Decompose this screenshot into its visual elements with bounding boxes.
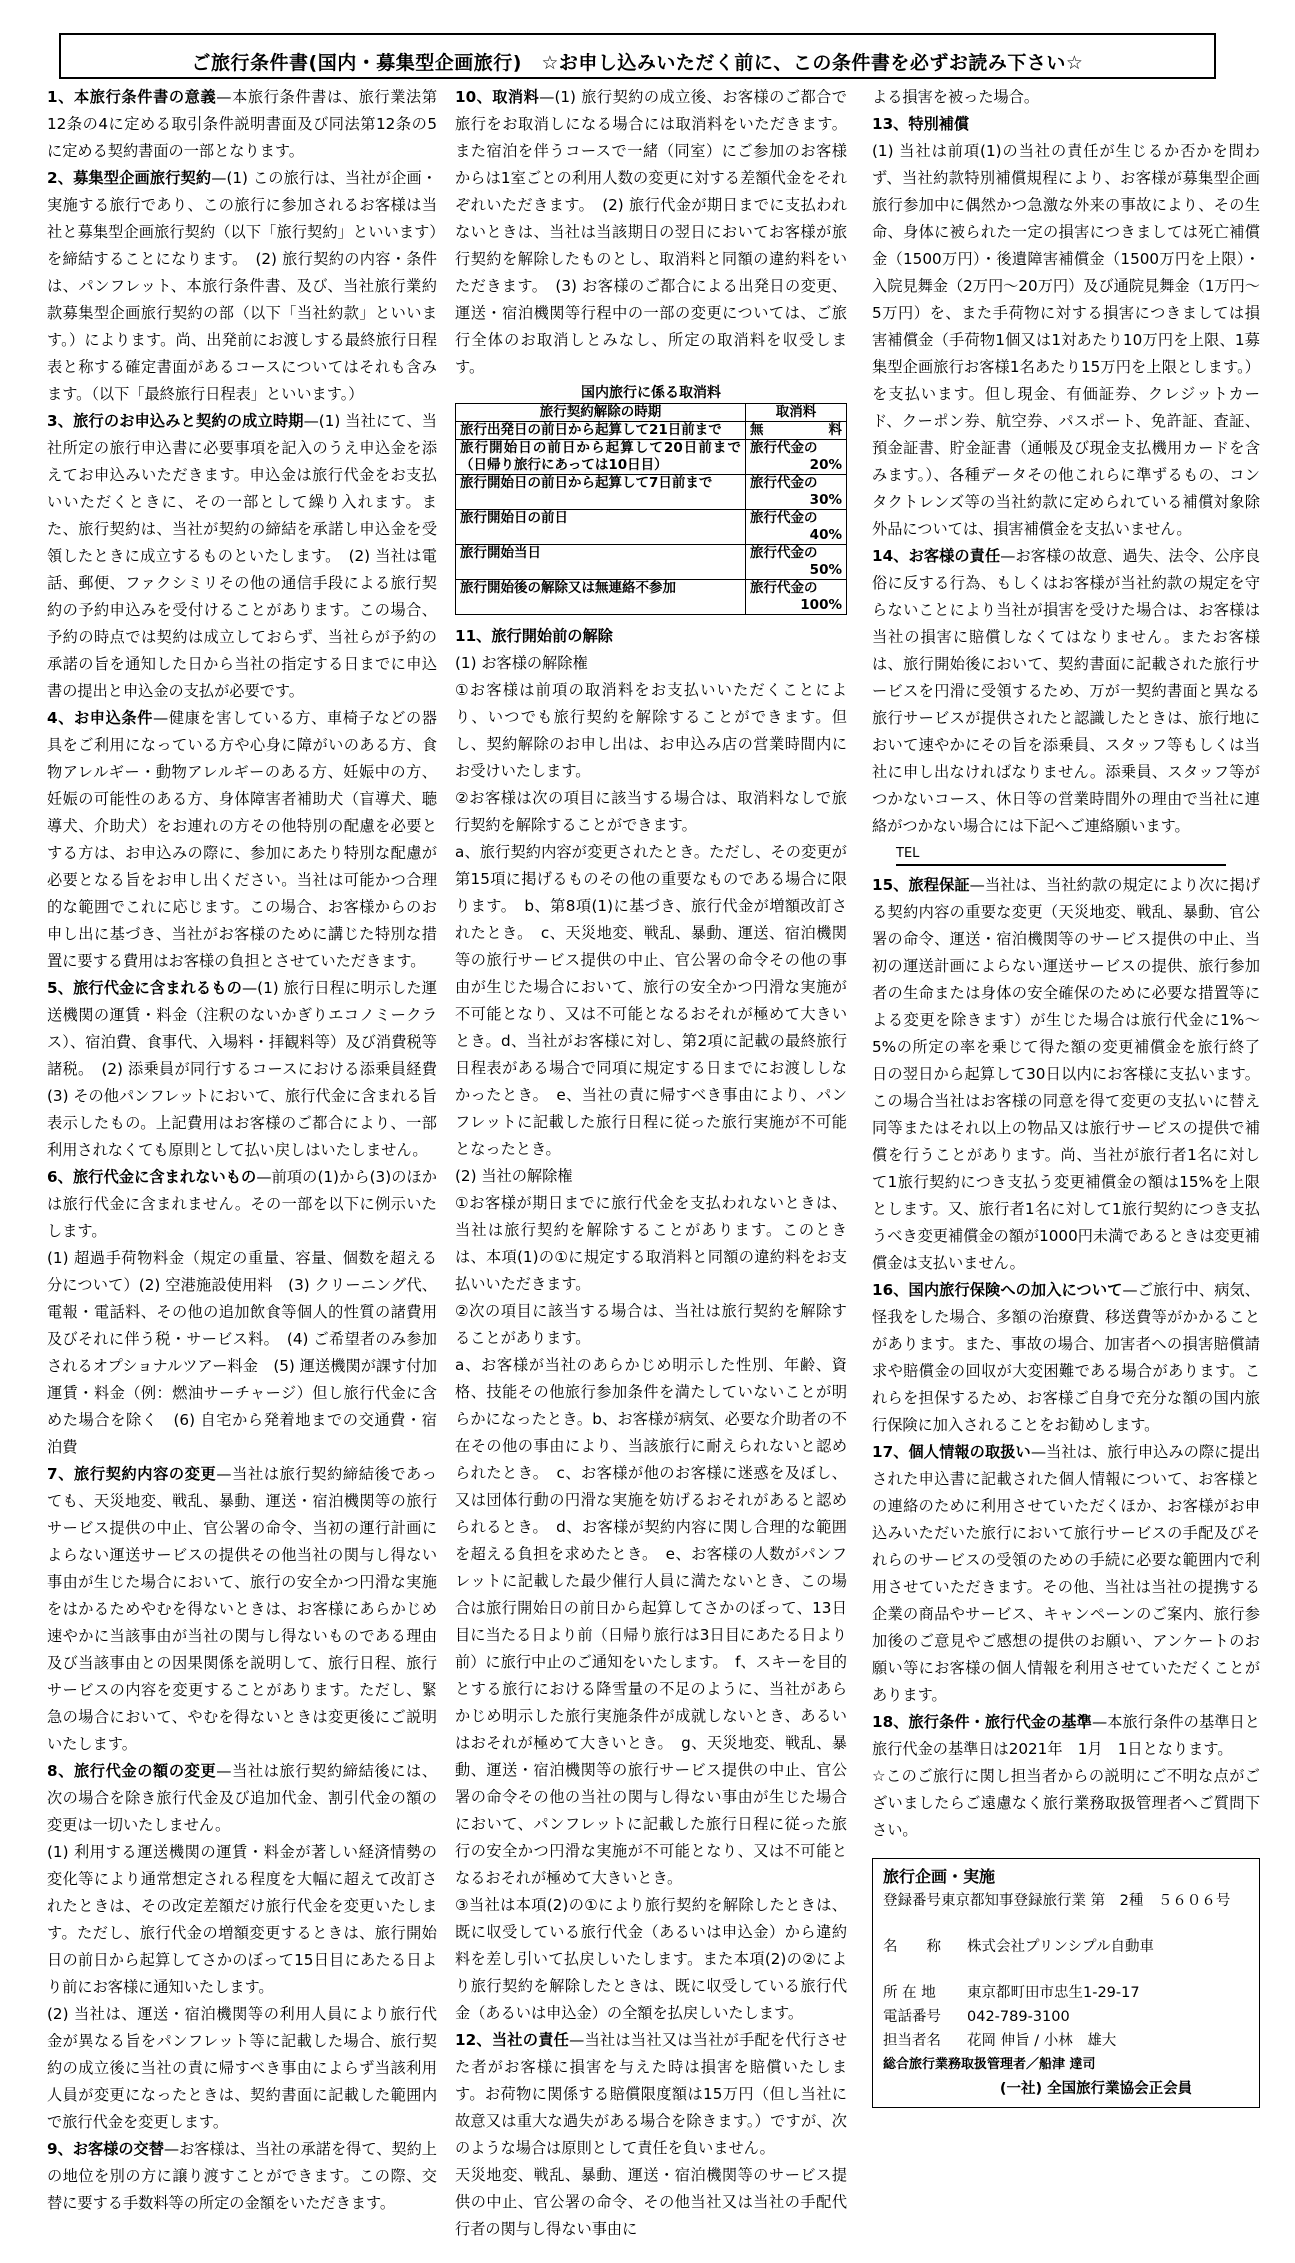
- clause-body: (1) 当社は前項(1)の当社の責任が生じるか否かを問わず、当社約款特別補償規程により、お客様が募集型企画旅行参加中に偶然かつ急激な外来の事故により、その生命、身体に被られた一定の損害につきましては死亡補償金（1500万円）・後遺障害補償金（1500万円を上限）・入院見舞金（2万円～20万円）及び通院見舞金（1万円～5万円）を、また手荷物に対する損害につきましては損害補償金（手荷物1個又は1対あたり10万円を上限、1募集型企画旅行お客様1名あたり15万円を上限とします。）を支払います。但し現金、有価証券、クレジットカード、クーポン券、航空券、パスポート、免許証、査証、預金証書、貯金証書（通帳及び現金支払機用カードを含みます。）、各種データその他これらに準ずるもの、コンタクトレンズ等の当社約款に定められている補償対象除外品については、損害補償金を支払いません。: [872, 142, 1260, 538]
- clause: [872, 543, 1260, 840]
- column-3: [872, 84, 1260, 2128]
- clause-heading: 13、特別補償: [872, 115, 970, 133]
- clause: [872, 111, 1260, 138]
- clause: [455, 623, 847, 650]
- clause: [47, 408, 437, 705]
- clause-body: —(1) 旅行日程に明示した運送機関の運賃・料金（注釈のないかぎりエコノミークラス）、宿泊費、食事代、入場料・拝観料等）及び消費税等諸税。 (2) 添乗員が同行するコースにおける添乗員経費 (3) その他パンフレットにおいて、旅行代金に含まれる旨表示したもの。上記費用はお客様のご都合により、一部利用されなくても原則として払い戻しはいたしません。: [47, 979, 453, 1159]
- clause: [47, 1245, 437, 1461]
- clause-heading: 18、旅行条件・旅行代金の基準: [872, 1713, 1092, 1731]
- clause: [47, 1164, 437, 1245]
- clause: [872, 1763, 1260, 1844]
- company-name-label: 名 称: [883, 1939, 941, 1955]
- clause: [872, 1439, 1260, 1709]
- clause: [47, 705, 437, 975]
- clause: [455, 1892, 847, 2027]
- cancel-fee: [746, 422, 847, 440]
- cancel-fee: [746, 440, 847, 475]
- clause-heading: 2、募集型企画旅行契約: [47, 169, 212, 187]
- cancel-table-title: 国内旅行に係る取消料: [581, 385, 721, 401]
- clause-heading: 5、旅行代金に含まれるもの: [47, 979, 242, 997]
- phone-label: 電話番号: [883, 2009, 941, 2025]
- clause: [455, 785, 847, 839]
- clause-body: a、お客様が当社のあらかじめ明示した性別、年齢、資格、技能その他旅行参加条件を満たしていないことが明らかになったとき。b、お客様が病気、必要な介助者の不在その他の事由により、当該旅行に耐えられないと認められたとき。 c、お客様が他のお客様に迷惑を及ぼし、又は団体行動の円滑な実施を妨げるおそれがあると認められるとき。 d、お客様が契約内容に関し合理的な範囲を超える負担を求めたとき。 e、お客様の人数がパンフレットに記載した最少催行人員に満たないとき、この場合は旅行開始日の前日から起算してさかのぼって、13日目に当たる日より前（日帰り旅行は3日目にあたる日より前）に旅行中止のご通知をいたします。 f、スキーを目的とする旅行における降雪量の不足のように、当社があらかじめ明示した旅行実施条件が成就しないとき、あるいはおそれが極めて大きいとき。 g、天災地変、戦乱、暴動、運送・宿泊機関等の旅行サービス提供の中止、官公署の命令その他の当社の関与し得ない事由が生じた場合において、パンフレットに記載した旅行日程に従った旅行の安全かつ円滑な実施が不可能となり、又は不可能となるおそれが極めて大きいとき。: [455, 1356, 847, 1887]
- clause-body: (1) お客様の解除権: [455, 654, 588, 672]
- fee-label: 旅行代金の: [750, 510, 818, 526]
- fee-value: 30%: [809, 492, 842, 508]
- clause-body: ①お客様が期日までに旅行代金を支払われないときは、当社は旅行契約を解除することがあります。このときは、本項(1)の①に規定する取消料と同額の違約料をお支払いいただきます。: [455, 1194, 847, 1293]
- clause-heading: 4、お申込条件: [47, 709, 154, 727]
- fee-value: 料: [828, 422, 842, 438]
- clause: [47, 1839, 437, 2001]
- fee-label: 無: [750, 422, 764, 438]
- column-1: [47, 84, 453, 2237]
- clause-body: —健康を害している方、車椅子などの器具をご利用になっている方や心身に障がいのある方、食物アレルギー・動物アレルギーのある方、妊娠中の方、妊娠の可能性のある方、身体障害者補助犬（盲導犬、聴導犬、介助犬）をお連れの方その他特別の配慮を必要とする方は、お申込みの際に、参加にあたり特別な配慮が必要となる旨をお申し出ください。当社は可能かつ合理的な範囲でこれに応じます。この場合、お客様からのお申し出に基づき、当社がお客様のために講じた特別な措置に要する費用はお客様の負担とさせていただきます。: [47, 709, 437, 970]
- table-header: 旅行契約解除の時期: [456, 404, 746, 422]
- company-address: 東京都町田市忠生1-29-17: [967, 1985, 1140, 2001]
- clause-heading: 3、旅行のお申込みと契約の成立時期: [47, 412, 304, 430]
- clause-body: —前項の(1)から(3)のほかは旅行代金に含まれません。その一部を以下に例示いたします。: [47, 1168, 437, 1240]
- clause-body: (2) 当社は、運送・宿泊機関等の利用人員により旅行代金が異なる旨をパンフレット等に記載した場合、旅行契約の成立後に当社の責に帰すべき事由によらず当該利用人員が変更になったときは、契約書面に記載した範囲内で旅行代金を変更します。: [47, 2005, 437, 2131]
- column-2: [455, 84, 847, 2263]
- clause-heading: 1、本旅行条件書の意義: [47, 88, 217, 106]
- cancel-fee-table: [455, 403, 847, 615]
- registration-number: 登録番号東京都知事登録旅行業 第 2種 ５６０６号: [883, 1893, 1231, 1909]
- clause-body: —ご旅行中、病気、怪我をした場合、多額の治療費、移送費等がかかることがあります。また、事故の場合、加害者への損害賠償請求や賠償金の回収が大変困難である場合があります。これらを担保するため、お客様ご自身で充分な額の国内旅行保険に加入されることをお勧めします。: [872, 1281, 1260, 1434]
- clause-body: よる損害を被った場合。: [872, 88, 1040, 106]
- company-phone: 042-789-3100: [967, 2009, 1070, 2025]
- fee-label: 旅行代金の: [750, 475, 818, 491]
- clause: [872, 1277, 1260, 1439]
- clause: [455, 1352, 847, 1892]
- clause-body: —当社は、当社約款の規定により次に掲げる契約内容の重要な変更（天災地変、戦乱、暴動、官公署の命令、運送・宿泊機関等のサービス提供の中止、当初の運送計画によらない運送サービスの提供、旅行参加者の生命または身体の安全確保のために必要な措置等による変更を除きます）が生じた場合は旅行代金に1%～5%の所定の率を乗じて得た額の変更補償金を旅行終了日の翌日から起算して30日以内にお客様に支払います。この場合当社はお客様の同意を得て変更の支払いに替え同等またはそれ以上の物品又は旅行サービスの提供で補償を行うことがあります。尚、当社が旅行者1名に対して1旅行契約につき支払う変更補償金の額は15%を上限とします。又、旅行者1名に対して1旅行契約につき支払うべき変更補償金の額が1000円未満であるときは変更補償金は支払いません。: [872, 876, 1261, 1272]
- clause-body: a、旅行契約内容が変更されたとき。ただし、その変更が第15項に掲げるものその他の重要なものである場合に限ります。 b、第8項(1)に基づき、旅行代金が増額改訂されたとき。 c、天災地変、戦乱、暴動、運送、宿泊機関等の旅行サービス提供の中止、官公署の命令その他の事由が生じた場合において、旅行の安全かつ円滑な実施が不可能となり、又は不可能となるおそれが極めて大きいとき。d、当社がお客様に対し、第2項に記載の最終旅行日程表がある場合で同項に規定する日までにお渡ししなかったとき。 e、当社の責に帰すべき事由により、パンフレットに記載した旅行日程に従った旅行実施が不可能となったとき。: [455, 843, 847, 1158]
- clause: [455, 1190, 847, 1298]
- table-row: [456, 545, 847, 580]
- clause-heading: 10、取消料: [455, 88, 540, 106]
- table-row: [456, 510, 847, 545]
- cancel-period: 旅行開始後の解除又は無連絡不参加: [456, 580, 746, 615]
- table-row: [456, 475, 847, 510]
- clause-body: ①お客様は前項の取消料をお支払いいただくことにより、いつでも旅行契約を解除することができます。但し、契約解除のお申し出は、お申込み店の営業時間内にお受けいたします。: [455, 681, 847, 780]
- clause: [872, 872, 1260, 1277]
- clause-body: (2) 当社の解除権: [455, 1167, 573, 1185]
- cancel-fee: [746, 580, 847, 615]
- clause-body: —本旅行条件の基準日と旅行代金の基準日は2021年 1月 1日となります。: [872, 1713, 1260, 1758]
- tel-line: TEL: [896, 844, 1226, 866]
- staff-names: 花岡 伸旨 / 小林 雄大: [967, 2033, 1117, 2049]
- clause-body: ☆このご旅行に関し担当者からの説明にご不明な点がございましたらご遠慮なく旅行業務取扱管理者へご質問下さい。: [872, 1767, 1260, 1839]
- fee-value: 20%: [809, 457, 842, 473]
- clause-body: —(1) この旅行は、当社が企画・実施する旅行であり、この旅行に参加されるお客様は当社と募集型企画旅行契約（以下「旅行契約」といいます）を締結することになります。 (2) 旅行契約の内容・条件は、パンフレット、本旅行条件書、及び、当社旅行業約款募集型企画旅行契約の部（以下「当社約款」といいます。）によります。尚、出発前にお渡しする最終旅行日程表と称する確定書面があるコースについてはそれも含みます。（以下「最終旅行日程表」といいます。）: [47, 169, 437, 403]
- clause-body: ②次の項目に該当する場合は、当社は旅行契約を解除することがあります。: [455, 1302, 847, 1347]
- clause: [455, 650, 847, 677]
- cancel-fee: [746, 510, 847, 545]
- cancel-period: 旅行開始日の前日: [456, 510, 746, 545]
- clause: [455, 677, 847, 785]
- clause: [455, 1163, 847, 1190]
- fee-label: 旅行代金の: [750, 440, 818, 456]
- table-header: 取消料: [746, 404, 847, 422]
- clause-body: —お客様の故意、過失、法令、公序良俗に反する行為、もしくはお客様が当社約款の規定を守らないことにより当社が損害を受けた場合は、お客様は当社の損害に賠償しなくてはなりません。またお客様は、旅行開始後において、契約書面に記載された旅行サービスを円滑に受領するため、万が一契約書面と異なる旅行サービスが提供されたと認識したときは、旅行地において速やかにその旨を添乗員、スタッフ等もしくは当社に申し出なければなりません。添乗員、スタッフ等がつかないコース、休日等の営業時間外の理由で当社に連絡がつかない場合には下記へご連絡願います。: [872, 547, 1260, 835]
- company-info-box: [872, 1858, 1260, 2108]
- clause-body: —(1) 当社にて、当社所定の旅行申込書に必要事項を記入のうえ申込金を添えてお申込みいただきます。申込金は旅行代金をお支払いいただくときに、その一部として繰り入れます。また、旅行契約は、当社が契約の締結を承諾し申込金を受領したときに成立するものといたします。 (2) 当社は電話、郵便、ファクシミリその他の通信手段による旅行契約の予約申込みを受付けることがあります。この場合、予約の時点では契約は成立しておらず、当社らが予約の承諾の旨を通知した日から当社の指定する日までに申込書の提出と申込金の支払が必要です。: [47, 412, 437, 700]
- fee-label: 旅行代金の: [750, 545, 818, 561]
- clause-body: ③当社は本項(2)の①により旅行契約を解除したときは、既に収受している旅行代金（あるいは申込金）から違約料を差し引いて払戻しいたします。また本項(2)の②により旅行契約を解除したときは、既に収受している旅行代金（あるいは申込金）の全額を払戻しいたします。: [455, 1896, 847, 2022]
- clause: [47, 84, 437, 165]
- clause-body: —当社は、旅行申込みの際に提出された申込書に記載された個人情報について、お客様との連絡のために利用させていただくほか、お客様がお申込みいただいた旅行において旅行サービスの手配及びそれらのサービスの受領のための手続に必要な範囲内で利用させていただきます。その他、当社は当社の提携する企業の商品やサービス、キャンペーンのご案内、旅行参加後のご意見やご感想の提供のお願い、アンケートのお願い等にお客様の個人情報を利用させていただくことがあります。: [872, 1443, 1261, 1704]
- title-box: [59, 33, 1216, 79]
- fee-label: 旅行代金の: [750, 580, 818, 596]
- clause-body: —当社は旅行契約締結後には、次の場合を除き旅行代金及び追加代金、割引代金の額の変更は一切いたしません。: [47, 1762, 438, 1834]
- cancel-period: 旅行出発日の前日から起算して21日前まで: [456, 422, 746, 440]
- cancel-fee: [746, 545, 847, 580]
- clause-heading: 17、個人情報の取扱い: [872, 1443, 1031, 1461]
- clause: [47, 975, 453, 1164]
- clause: [872, 84, 1260, 111]
- clause: [455, 1298, 847, 1352]
- clause: [47, 1758, 437, 1839]
- clause: [455, 2162, 847, 2243]
- clause-heading: 9、お客様の交替: [47, 2140, 164, 2158]
- clause-heading: 14、お客様の責任: [872, 547, 1001, 565]
- clause: [872, 1709, 1260, 1763]
- address-label: 所 在 地: [883, 1985, 936, 2001]
- table-row: [456, 422, 847, 440]
- cancel-period: 旅行開始日の前日から起算して20日前まで（日帰り旅行にあっては10日目）: [456, 440, 746, 475]
- travel-manager: 総合旅行業務取扱管理者／船津 達司: [883, 2057, 1096, 2072]
- clause-body: (1) 利用する運送機関の運賃・料金が著しい経済情勢の変化等により通常想定される程度を大幅に超えて改訂されたときは、その改定差額だけ旅行代金を変更いたします。ただし、旅行代金の増額変更するときは、旅行開始日の前日から起算してさかのぼって15日目にあたる日より前にお客様に通知いたします。: [47, 1843, 437, 1996]
- clause: [47, 2001, 437, 2136]
- clause: [872, 138, 1260, 543]
- clause-body: —本旅行条件書は、旅行業法第12条の4に定める取引条件説明書面及び同法第12条の5に定める契約書面の一部となります。: [47, 88, 438, 160]
- clause: [47, 1461, 437, 1758]
- fee-value: 40%: [809, 527, 842, 543]
- clause-heading: 8、旅行代金の額の変更: [47, 1762, 217, 1780]
- clause-heading: 11、旅行開始前の解除: [455, 627, 613, 645]
- clause: [455, 84, 847, 381]
- cancel-period: 旅行開始当日: [456, 545, 746, 580]
- company-name: 株式会社プリンシプル自動車: [967, 1939, 1154, 1955]
- clause-body: —お客様は、当社の承諾を得て、契約上の地位を別の方に譲り渡すことができます。この際、交替に要する手数料等の所定の金額をいただきます。: [47, 2140, 437, 2212]
- clause: [47, 165, 437, 408]
- clause-body: (1) 超過手荷物料金（規定の重量、容量、個数を超える分について）(2) 空港施設使用料 (3) クリーニング代、電報・電話料、その他の追加飲食等個人的性質の諸費用及びそれに伴う税・サービス料。 (4) ご希望者のみ参加されるオプショナルツアー料金 (5) 運送機関が課す付加運賃・料金（例：燃油サーチャージ）但し旅行代金に含めた場合を除く (6) 自宅から発着地までの交通費・宿泊費: [47, 1249, 437, 1456]
- fee-value: 50%: [809, 562, 842, 578]
- table-row: [456, 580, 847, 615]
- company-box-title: 旅行企画・実施: [883, 1867, 996, 1886]
- clause-body: —当社は当社又は当社が手配を代行させた者がお客様に損害を与えた時は損害を賠償いたします。お荷物に関係する賠償限度額は15万円（但し当社に故意又は重大な過失がある場合を除きます。）ですが、次のような場合は原則として責任を負いません。: [455, 2031, 848, 2157]
- clause: [47, 2136, 437, 2217]
- fee-value: 100%: [800, 597, 842, 613]
- document-title: ご旅行条件書(国内・募集型企画旅行) ☆お申し込みいただく前に、この条件書を必ずお読み下さい☆: [191, 52, 1084, 74]
- clause-heading: 15、旅程保証: [872, 876, 970, 894]
- table-row: [456, 440, 847, 475]
- cancel-period: 旅行開始日の前日から起算して7日前まで: [456, 475, 746, 510]
- clause-body: 天災地変、戦乱、暴動、運送・宿泊機関等のサービス提供の中止、官公署の命令、その他当社又は当社の手配代行者の関与し得ない事由に: [455, 2166, 848, 2238]
- clause-body: —当社は旅行契約締結後であっても、天災地変、戦乱、暴動、運送・宿泊機関等の旅行サービス提供の中止、官公署の命令、当初の運行計画によらない運送サービスの提供その他当社の関与し得ない事由が生じた場合において、旅行の安全かつ円滑な実施をはかるためやむを得ないときは、お客様にあらかじめ速やかに当該事由が当社の関与し得ないものである理由及び当該事由との因果関係を説明して、旅行日程、旅行サービスの内容を変更することがあります。ただし、緊急の場合において、やむを得ないときは変更後にご説明いたします。: [47, 1465, 437, 1753]
- clause-heading: 12、当社の責任: [455, 2031, 570, 2049]
- clause-heading: 6、旅行代金に含まれないもの: [47, 1168, 257, 1186]
- clause-body: ②お客様は次の項目に該当する場合は、取消料なしで旅行契約を解除することができます。: [455, 789, 847, 834]
- cancel-fee: [746, 475, 847, 510]
- association-membership: (一社) 全国旅行業協会正会員: [999, 2081, 1193, 2097]
- clause-body: —(1) 旅行契約の成立後、お客様のご都合で旅行をお取消しになる場合には取消料をいただきます。また宿泊を伴うコースで一緒（同室）にご参加のお客様からは1室ごとの利用人数の変更に対する差額代金をそれぞれいただきます。 (2) 旅行代金が期日までに支払われないときは、当社は当該期日の翌日においてお客様が旅行契約を解除したものとし、取消料と同額の違約料をいただきます。 (3) お客様のご都合による出発日の変更、運送・宿泊機関等行程中の一部の変更については、ご旅行全体のお取消しとみなし、所定の取消料を収受します。: [455, 88, 847, 376]
- clause-heading: 16、国内旅行保険への加入について: [872, 1281, 1123, 1299]
- staff-label: 担当者名: [883, 2033, 941, 2049]
- clause-heading: 7、旅行契約内容の変更: [47, 1465, 217, 1483]
- clause: [455, 2027, 847, 2162]
- clause: [455, 839, 847, 1163]
